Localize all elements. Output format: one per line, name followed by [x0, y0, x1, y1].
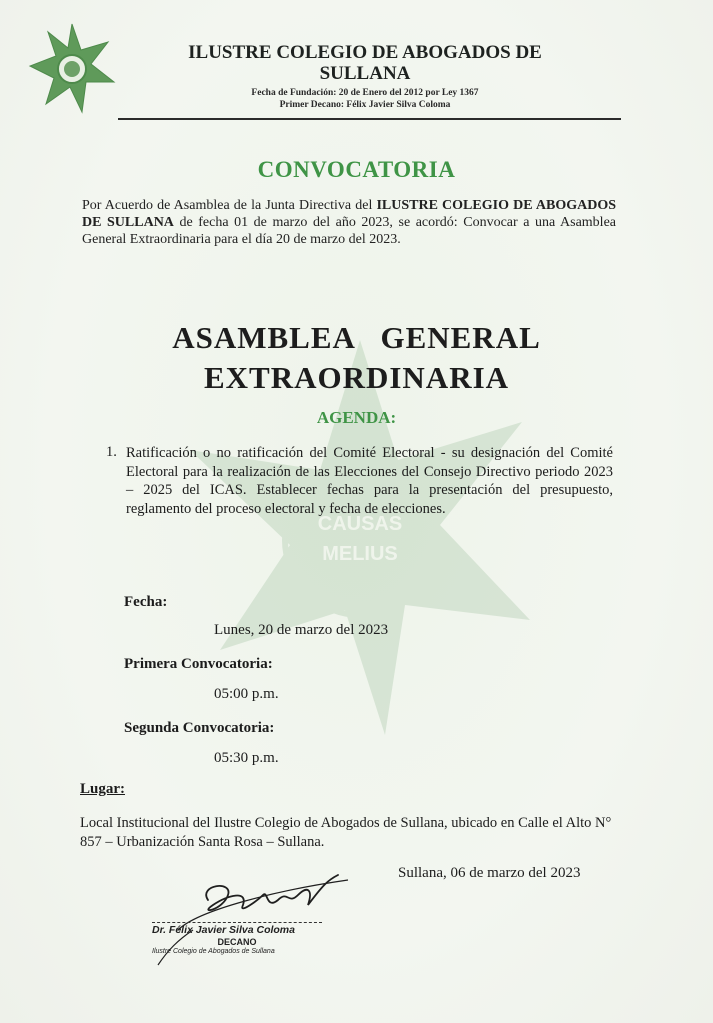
second-call-time: 05:30 p.m.	[214, 750, 279, 766]
convocatoria-heading: CONVOCATORIA	[257, 157, 456, 182]
agenda-item-text: Ratificación o no ratificación del Comité Electoral - su designación del Comité Electoral para la realización de las Elecciones del Consejo Directivo periodo 2023 – 2025 del ICAS. Establecer fechas para la presentación del presupuesto, reglamento del proceso electoral y fecha de elecciones.	[126, 445, 613, 517]
header-title-line2: SULLANA	[319, 63, 411, 84]
location-label: Lugar:	[80, 781, 125, 797]
assembly-title-line1: ASAMBLEA GENERAL	[172, 320, 541, 355]
date-value: Lunes, 20 de marzo del 2023	[214, 622, 389, 638]
signer-institution: Ilustre Colegio de Abogados de Sullana	[152, 948, 275, 955]
seven-point-star-seal-icon	[26, 22, 118, 114]
assembly-title-line2: EXTRAORDINARIA	[203, 360, 510, 395]
agenda-item-number: 1.	[106, 444, 117, 460]
header-divider	[118, 118, 621, 120]
intro-text-2: de fecha 01 de marzo del año 2023, se acordó: Convocar a una Asamblea General Extraordinaria para el día 20 de marzo del 2023.	[82, 215, 617, 247]
second-call-label: Segunda Convocatoria:	[124, 720, 275, 736]
place-date: Sullana, 06 de marzo del 2023	[398, 865, 581, 881]
watermark-text-2: MELIUS	[322, 543, 398, 565]
date-label: Fecha:	[124, 594, 168, 610]
signer-role: DECANO	[217, 937, 257, 947]
signer-name: Dr. Félix Javier Silva Coloma	[152, 922, 322, 936]
watermark-text-1: CAUSAS	[317, 513, 403, 535]
header-founding-date: Fecha de Fundación: 20 de Enero del 2012 por Ley 1367	[251, 88, 479, 98]
first-call-time: 05:00 p.m.	[214, 686, 279, 702]
intro-text-1: Por Acuerdo de Asamblea de la Junta Directiva del	[82, 198, 377, 213]
agenda-heading: AGENDA:	[316, 408, 397, 427]
signature-stamp	[152, 922, 322, 955]
first-call-label: Primera Convocatoria:	[124, 656, 273, 672]
location-text: Local Institucional del Ilustre Colegio de Abogados de Sullana, ubicado en Calle el Alto N° 857 – Urbanización Santa Rosa – Sullana.	[80, 815, 612, 850]
intro-paragraph	[82, 197, 616, 248]
intro-institution-name: ILUSTRE COLEGIO DE ABOGADOS DE SULLANA	[82, 198, 617, 230]
header-first-dean: Primer Decano: Félix Javier Silva Coloma	[279, 100, 451, 110]
header-title-line1: ILUSTRE COLEGIO DE ABOGADOS DE	[188, 42, 542, 63]
